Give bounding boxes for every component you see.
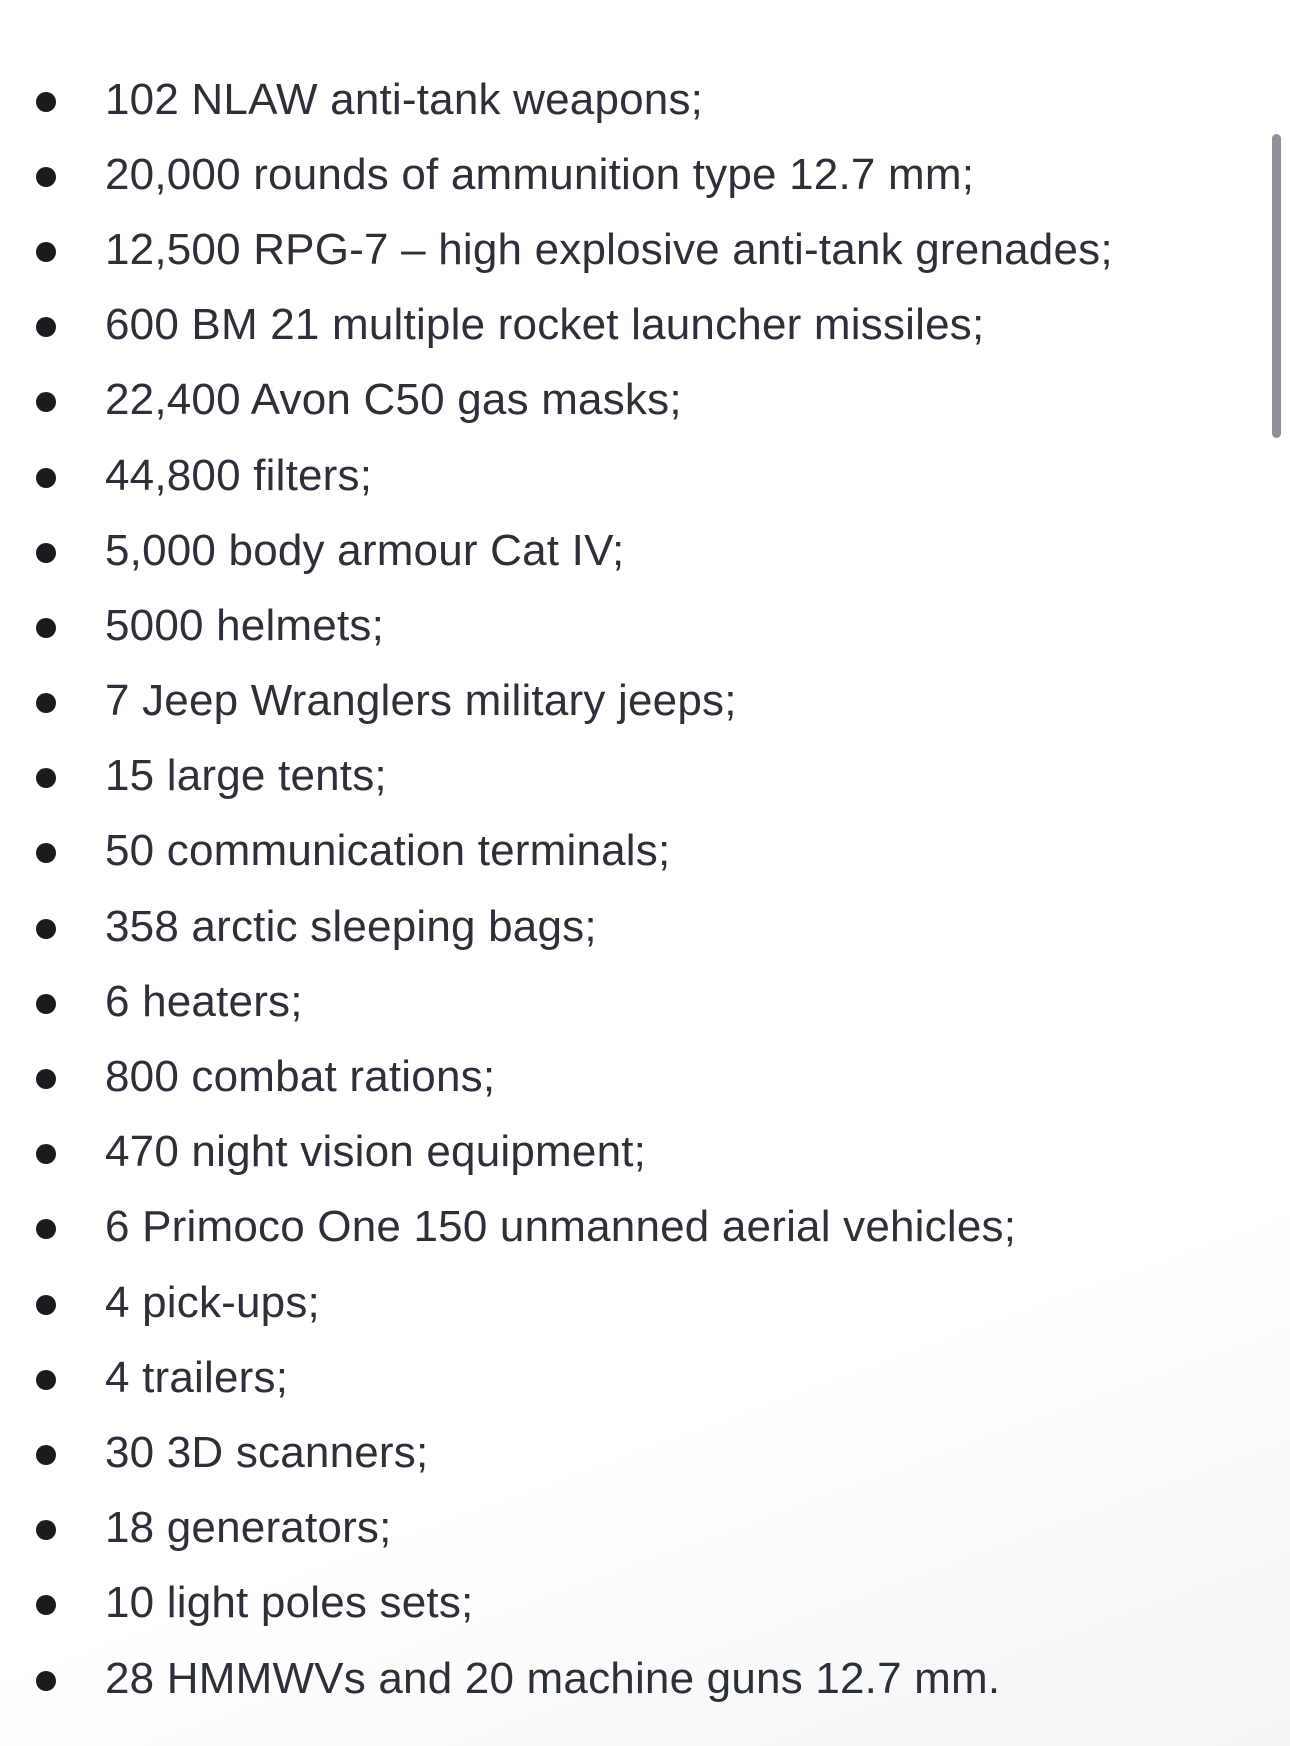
list-item-text: 6 Primoco One 150 unmanned aerial vehicles; — [105, 1202, 1017, 1252]
list-item-text: 10 light poles sets; — [105, 1578, 474, 1628]
bullet-icon — [36, 768, 56, 788]
bullet-icon — [36, 392, 56, 412]
bullet-icon — [36, 242, 56, 262]
bullet-icon — [36, 468, 56, 488]
list-item-text: 22,400 Avon C50 gas masks; — [105, 375, 682, 425]
list-item-text: 18 generators; — [105, 1503, 392, 1553]
bullet-icon — [36, 693, 56, 713]
bullet-icon — [36, 1144, 56, 1164]
list-item-text: 15 large tents; — [105, 751, 387, 801]
list-item-text: 6 heaters; — [105, 976, 303, 1026]
list-item-text: 4 pick-ups; — [105, 1277, 320, 1327]
bullet-icon — [36, 1445, 56, 1465]
bullet-icon — [36, 919, 56, 939]
bullet-icon — [36, 1671, 56, 1691]
list-item-text: 5,000 body armour Cat IV; — [105, 525, 625, 575]
bullet-icon — [36, 1595, 56, 1615]
bullet-icon — [36, 1295, 56, 1315]
bullet-icon — [36, 1520, 56, 1540]
list-item-text: 4 trailers; — [105, 1352, 289, 1402]
list-item-text: 600 BM 21 multiple rocket launcher missiles; — [105, 300, 985, 350]
bullet-icon — [36, 1219, 56, 1239]
list-item-text: 12,500 RPG-7 – high explosive anti-tank grenades; — [105, 224, 1113, 274]
list-item-text: 50 communication terminals; — [105, 826, 671, 876]
list-item-text: 20,000 rounds of ammunition type 12.7 mm; — [105, 149, 975, 199]
bullet-icon — [36, 167, 56, 187]
bullet-icon — [36, 1069, 56, 1089]
bullet-icon — [36, 92, 56, 112]
list-item-text: 102 NLAW anti-tank weapons; — [105, 74, 704, 124]
bullet-icon — [36, 994, 56, 1014]
list-item-text: 7 Jeep Wranglers military jeeps; — [105, 676, 737, 726]
list-item-text: 5000 helmets; — [105, 600, 384, 650]
list-item-text: 470 night vision equipment; — [105, 1127, 647, 1177]
list-item-text: 800 combat rations; — [105, 1052, 496, 1102]
list-item-text: 44,800 filters; — [105, 450, 373, 500]
scrollbar[interactable] — [1272, 134, 1281, 438]
bullet-icon — [36, 543, 56, 563]
bullet-icon — [36, 1370, 56, 1390]
list-item-text: 30 3D scanners; — [105, 1427, 429, 1477]
bullet-icon — [36, 843, 56, 863]
list-item-text: 28 HMMWVs and 20 machine guns 12.7 mm. — [105, 1653, 1001, 1703]
bullet-icon — [36, 618, 56, 638]
bullet-icon — [36, 317, 56, 337]
list-item-text: 358 arctic sleeping bags; — [105, 901, 597, 951]
